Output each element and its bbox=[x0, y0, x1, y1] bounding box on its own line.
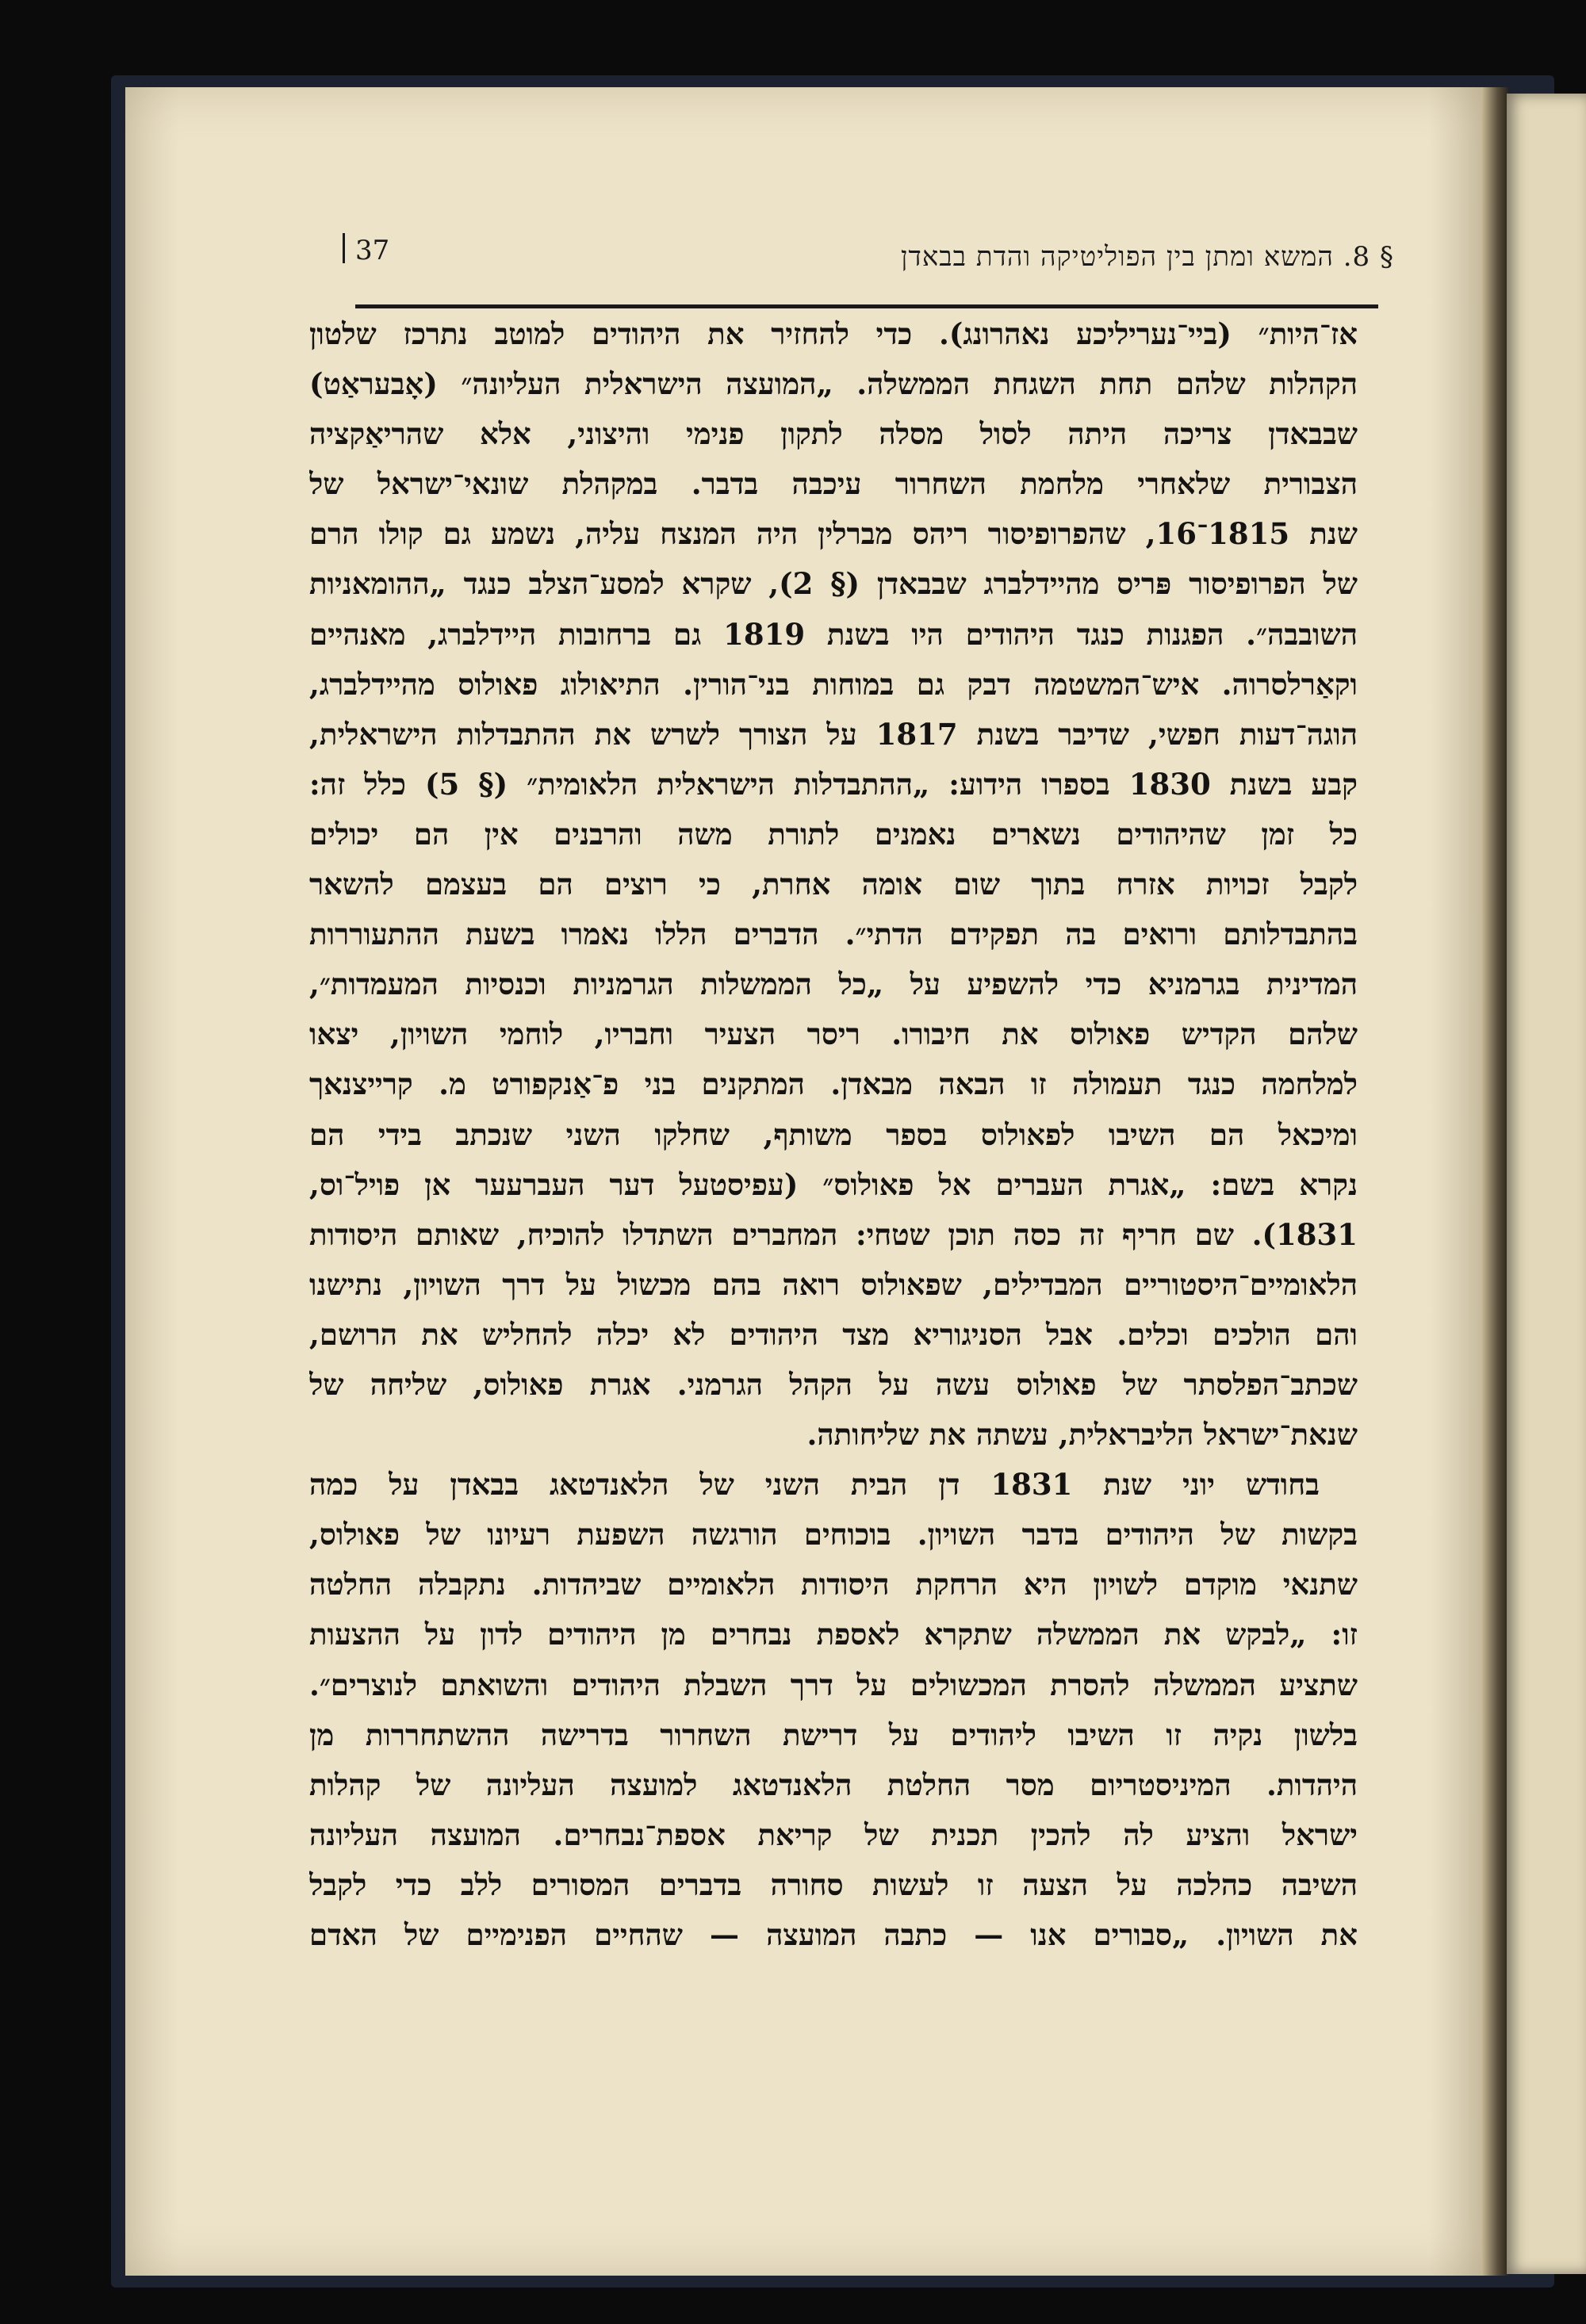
paragraph-start-line: בחודש יוני שנת 1831 דן הבית השני של הלאנדטאג בבאדן על כמה bbox=[309, 1467, 1320, 1503]
text-line: והם הולכים וכלים. אבל הסניגוריא מצד היהודים לא יכלה להחליש את הרושם, bbox=[309, 1316, 1358, 1352]
text-line: כל זמן שהיהודים נשארים נאמנים לתורת משה והרבנים אין הם יכולים bbox=[309, 816, 1358, 852]
page-number: 37 bbox=[355, 235, 390, 266]
text-line: שתנאי מוקדם לשויון היא הרחקת היסודות הלאומיים שביהדות. נתקבלה החלטה bbox=[309, 1567, 1358, 1602]
text-line: השיבה כהלכה על הצעה זו לעשות סחורה בדברים המסורים ללב כדי לקבל bbox=[309, 1866, 1358, 1902]
text-line: בקשות של היהודים בדבר השויון. בוכוחים הורגשה השפעת רעיונו של פאולוס, bbox=[309, 1517, 1358, 1553]
text-line: הקהלות שלהם תחת השגחת הממשלה. „המועצה הישראלית העליונה״ (אָבעראַט) bbox=[309, 366, 1358, 402]
text-line: שלהם הקדיש פאולוס את חיבורו. ריסר הצעיר וחבריו, לוחמי השויון, יצאו bbox=[309, 1017, 1358, 1052]
running-title: § 8. המשא ומתן בין הפוליטיקה והדת בבאדן bbox=[900, 241, 1394, 273]
text-line: ישראל והציע לה להכין תכנית של קריאת אספת־נבחרים. המועצה העליונה bbox=[309, 1817, 1358, 1852]
paragraph-end-line: שנאת־ישראל הליבראלית, עשתה את שליחותה. bbox=[806, 1417, 1358, 1453]
text-line: את השויון. „סבורים אנו — כתבה המועצה — שהחיים הפנימיים של האדם bbox=[309, 1917, 1358, 1952]
text-line: השובבה״. הפגנות כנגד היהודים היו בשנת 1819 גם ברחובות היידלברג, מאנהיים bbox=[309, 616, 1358, 652]
margin-mark bbox=[343, 233, 345, 263]
text-line: שכתב־הפלסתר של פאולוס עשה על הקהל הגרמני. אגרת פאולוס, שליחה של bbox=[309, 1366, 1358, 1402]
text-line: של הפרופיסור פּריס מהיידלברג שבבאדן (§ 2), שקרא למסע־הצלב כנגד „ההומאניות bbox=[309, 566, 1358, 602]
text-line: הוגה־דעות חפשי, שדיבר בשנת 1817 על הצורך לשרש את ההתבדלות הישראלית, bbox=[309, 716, 1358, 752]
page-header bbox=[355, 228, 1394, 276]
text-line: שבבאדן צריכה היתה לסול מסלה לתקון פנימי והיצוני, אלא שהריאַקציה bbox=[309, 416, 1358, 452]
text-line: המדינית בגרמניא כדי להשפיע על „כל הממשלות הגרמניות וכנסיות המעמדות״, bbox=[309, 967, 1358, 1002]
text-line: שתציע הממשלה להסרת המכשולים על דרך השבלת היהודים והשואתם לנוצרים״. bbox=[309, 1667, 1358, 1702]
text-line: היהדות. המיניסטריום מסר החלטת הלאנדטאג למועצה העליונה של קהלות bbox=[309, 1767, 1358, 1802]
text-line: אז־היות״ (ביי־נעריליכע נאהרונג). כדי להחזיר את היהודים למוטב נתרכז שלטון bbox=[309, 316, 1358, 351]
body-text bbox=[309, 309, 1358, 1960]
text-line: למלחמה כנגד תעמולה זו הבאה מבאדן. המתקנים בני פ־אַנקפורט מ. קרייצנאך bbox=[309, 1066, 1358, 1102]
next-page-edge bbox=[1507, 94, 1586, 2274]
text-line: לקבל זכויות אזרח בתוך שום אומה אחרת, כי רוצים הם בעצמם להשאר bbox=[309, 867, 1358, 902]
text-line: נקרא בשם: „אגרת העברים אל פאולוס״ (עפיסטעל דער העברעער אן פויל־וס, bbox=[309, 1166, 1358, 1202]
header-rule bbox=[355, 304, 1378, 308]
text-line: בהתבדלותם ורואים בה תפקידם הדתי״. הדברים הללו נאמרו בשעת ההתעוררות bbox=[309, 917, 1358, 952]
text-line: זו: „לבקש את הממשלה שתקרא לאספת נבחרים מן היהודים לדון על ההצעות bbox=[309, 1617, 1358, 1652]
text-line: הלאומיים־היסטוריים המבדילים, שפאולוס רואה בהם מכשול על דרך השויון, נתישנו bbox=[309, 1266, 1358, 1302]
book-gutter bbox=[1481, 87, 1508, 2276]
text-line: 1831). שם חריף זה כסה תוכן שטחי: המחברים השתדלו להוכיח, שאותם היסודות bbox=[309, 1216, 1358, 1252]
text-line: וקאַרלסרוה. איש־המשטמה דבק גם במוחות בני־הורין. התיאולוג פאולוס מהיידלברג, bbox=[309, 666, 1358, 702]
text-line: בלשון נקיה זו השיבו ליהודים על דרישת השחרור בדרישה ההשתחררות מן bbox=[309, 1717, 1358, 1752]
text-line: ומיכאל הם השיבו לפאולוס בספר משותף, שחלקו השני שנכתב בידי הם bbox=[309, 1116, 1358, 1152]
text-line: הצבורית שלאחרי מלחמת השחרור עיכבה בדבר. במקהלת שונאי־ישראל של bbox=[309, 466, 1358, 502]
text-line: קבע בשנת 1830 בספרו הידוע: „ההתבדלות הישראלית הלאומית״ (§ 5) כלל זה: bbox=[309, 766, 1358, 802]
text-line: שנת 1815־16, שהפרופיסור ריהס מברלין היה המנצח עליה, נשמע גם קולו הרם bbox=[309, 516, 1358, 552]
